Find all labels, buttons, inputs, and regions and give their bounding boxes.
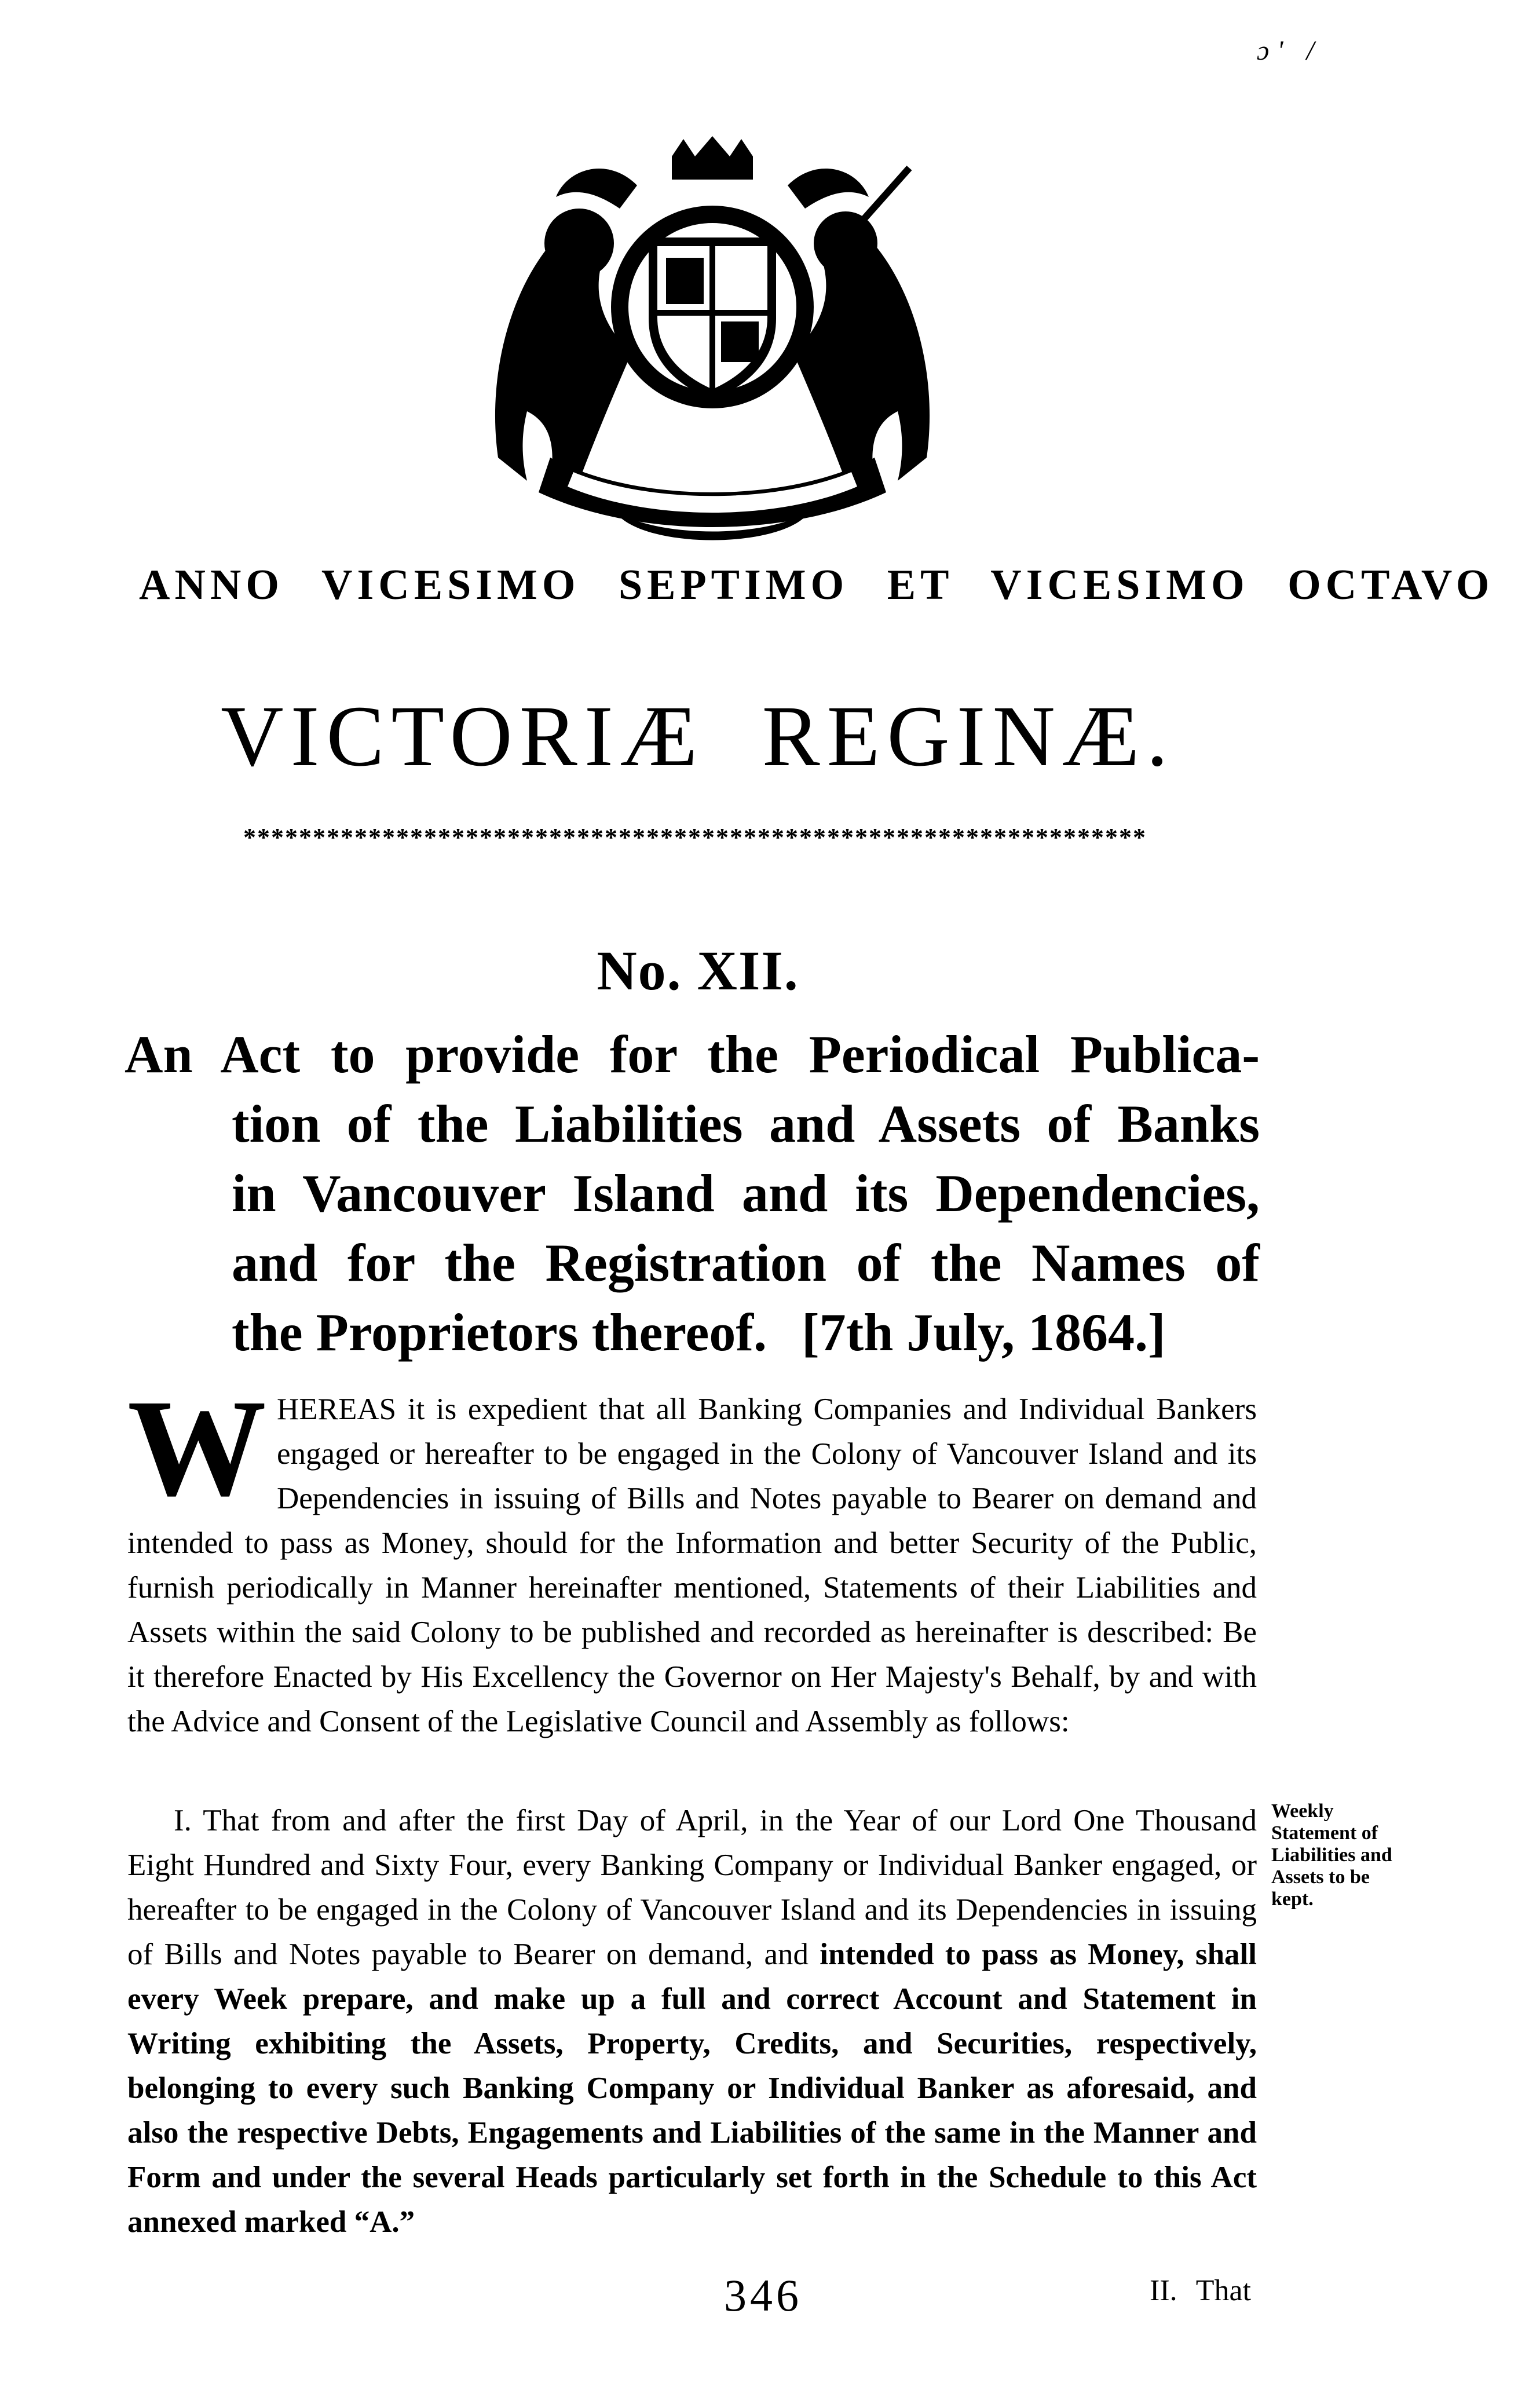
regnal-title: VICTORIÆ REGINÆ. (221, 688, 1175, 784)
marginal-note-line: Liabilities and (1271, 1844, 1392, 1866)
act-title-line: in Vancouver Island and its Dependencies, (232, 1164, 1260, 1223)
marginal-note-line: Assets to be (1271, 1866, 1370, 1888)
catchword: II. That (1150, 2274, 1251, 2307)
marginal-note-line: Statement of (1271, 1822, 1378, 1844)
regnal-year-line: ANNO VICESIMO SEPTIMO ET VICESIMO OCTAVO (139, 561, 1494, 609)
act-title (125, 1019, 1260, 1367)
act-title-line (125, 1298, 1260, 1367)
act-title-end: the Proprietors thereof. (232, 1303, 767, 1362)
preamble-paragraph (127, 1371, 1257, 1744)
act-title-line: An Act to provide for the Periodical Publica- (125, 1025, 1260, 1084)
section-one-text: I. That from and after the first Day of April, in the Year of our Lord One Thousand Eight Hundred and Sixty Four, every Banking Company or Individual Banker engaged, or hereafter to be engaged in the Colony of Vancouver Island and its Dependencies in issuing of Bills and Notes payable to Bearer on demand, and (127, 1804, 1257, 1971)
star-divider: ***************************************************************** (243, 823, 1147, 852)
section-one-paragraph (127, 1799, 1257, 2245)
page-number: 346 (724, 2270, 802, 2320)
drop-cap: W (127, 1371, 266, 1525)
marginal-note (1271, 1800, 1422, 1910)
section-one-text-bold: intended to pass as Money, shall every Week prepare, and make up a full and correct Account and Statement in Writing exhibiting the Assets, Property, Credits, and Securities, respectively, belonging to every such Banking Company or Individual Banker as aforesaid, and also the respective Debts, Engagements and Liabilities of the same in the Manner and Form and under the several Heads particularly set forth in the Schedule to this Act annexed marked “A.” (127, 1938, 1257, 2239)
act-title-line: and for the Registration of the Names of (232, 1233, 1260, 1292)
royal-coat-of-arms-emblem (463, 133, 961, 550)
act-title-line: tion of the Liabilities and Assets of Banks (232, 1094, 1260, 1153)
marginal-note-line: Weekly (1271, 1800, 1334, 1822)
act-number: No. XII. (597, 940, 799, 1002)
act-date: [7th July, 1864.] (801, 1303, 1166, 1362)
corner-pencil-mark: ɔ' / (1257, 35, 1322, 66)
preamble-text: HEREAS it is expedient that all Banking Companies and Individual Bankers engaged or hereafter to be engaged in the Colony of Vancouver Island and its Dependencies in issuing of Bills and Notes payable to Bearer on demand and intended to pass as Money, should for the Information and better Security of the Public, furnish periodically in Manner hereinafter mentioned, Statements of their Liabilities and Assets within the said Colony to be published and recorded as hereinafter is described: Be it therefore Enacted by His Excellency the Governor on Her Majesty's Behalf, by and with the Advice and Consent of the Legislative Council and Assembly as follows: (127, 1393, 1257, 1738)
marginal-note-line: kept. (1271, 1888, 1314, 1910)
